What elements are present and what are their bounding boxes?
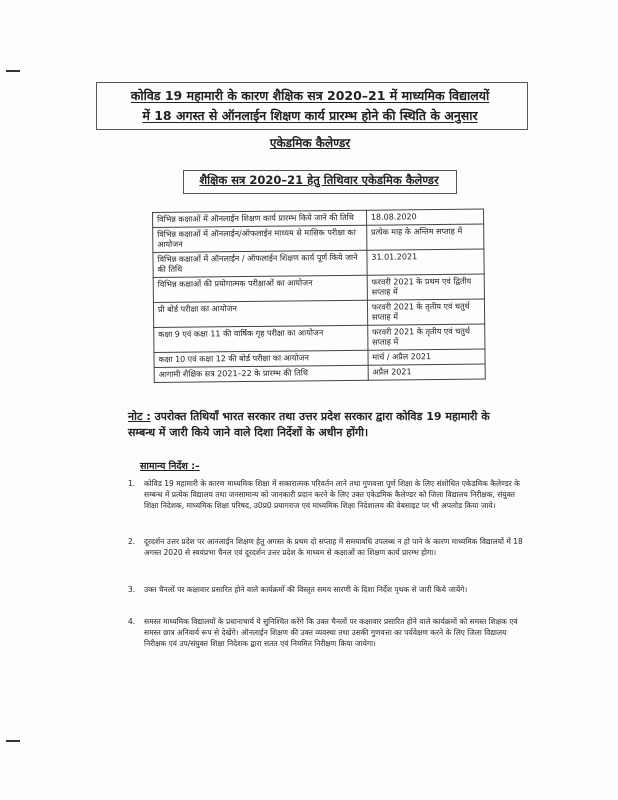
date-cell: 18.08.2020 [366, 209, 483, 225]
calendar-title: शैक्षिक सत्र 2020–21 हेतु तिथिवार एकेडमिक कैलेण्डर [199, 173, 439, 187]
general-instructions-heading: सामान्य निर्देश :– [140, 461, 200, 472]
instruction-number: 1. [128, 479, 136, 488]
activity-cell: विभिन्न कक्षाओं में ऑनलाईन/ऑफलाईन माध्यम से मासिक परीक्षा का आयोजन [153, 225, 367, 252]
instruction-item [128, 478, 523, 511]
date-cell: 31.01.2021 [367, 249, 484, 275]
scan-edge-mark [6, 70, 20, 72]
title-line-2: में 18 अगस्त से ऑनलाईन शिक्षण कार्य प्रारम्भ होने की स्थिति के अनुसार [142, 108, 478, 123]
instruction-number: 3. [128, 585, 136, 594]
date-cell: प्रत्येक माह के अन्तिम सप्ताह में [366, 224, 483, 250]
instruction-item [128, 616, 523, 649]
calendar-table [152, 209, 486, 383]
table-row [153, 249, 484, 277]
note-text: उपरोक्त तिथियाँ भारत सरकार तथा उत्तर प्रदेश सरकार द्वारा कोविड 19 महामारी के सम्बन्ध में जारी किये जाने वाले दिशा निर्देशों के अधीन होंगी। [128, 410, 490, 439]
instruction-item [128, 584, 523, 595]
table-row [154, 364, 485, 382]
activity-cell: विभिन्न कक्षाओं में ऑनलाईन / ऑफलाईन शिक्षण कार्य पूर्ण किये जाने की तिथि [153, 250, 367, 277]
activity-cell: विभिन्न कक्षाओं में ऑनलाईन शिक्षण कार्य प्रारम्भ किये जाने की तिथि [153, 210, 367, 227]
table-row [153, 274, 484, 302]
instruction-item [128, 536, 523, 558]
title-line-1: कोविड 19 महामारी के कारण शैक्षिक सत्र 2020–21 में माध्यमिक विद्यालयों [130, 88, 490, 103]
activity-cell: आगामी शैक्षिक सत्र 2021–22 के प्रारम्भ की तिथि [154, 365, 368, 382]
table-row [153, 224, 484, 252]
date-cell: अप्रैल 2021 [368, 364, 485, 380]
instruction-text: कोविड 19 महामारी के कारण माध्यमिक शिक्षा में सकारात्मक परिवर्तन लाने तथा गुणवत्ता पूर्ण शिक्षा के लिए संशोधित एकेडमिक कैलेण्डर के सम्बन्ध में प्रत्येक विद्यालय तथा जनसामान्य को जानकारी प्रदान करने के लिए उक्त एकेडमिक कैलेण्डर को जिला विद्यालय निरीक्षक, संयुक्त शिक्षा निदेशक, माध्यमिक शिक्षा परिषद, उ0प्र0 प्रयागराज एवं माध्यमिक शिक्षा निदेशालय की वेबसाइट पर भी अपलोड किया जाये। [144, 479, 520, 510]
date-cell: मार्च / अप्रैल 2021 [368, 349, 485, 365]
activity-cell: कक्षा 9 एवं कक्षा 11 की वार्षिक गृह परीक्षा का आयोजन [154, 325, 368, 352]
date-cell: फरवरी 2021 के प्रथम एवं द्वितीय सप्ताह में [367, 274, 484, 300]
instruction-number: 4. [128, 617, 136, 626]
date-cell: फरवरी 2021 के तृतीय एवं चतुर्थ सप्ताह में [367, 299, 484, 325]
instruction-text: उक्त चैनलों पर कक्षावार प्रसारित होने वाले कार्यक्रमों की विस्तृत समय सारणी के दिशा निर्देश पृथक से जारी किये जायेंगे। [144, 585, 468, 594]
note-label: नोट : [128, 410, 151, 423]
table-row [153, 299, 484, 327]
instruction-text: दूरदर्शन उत्तर प्रदेश पर आनलाईन शिक्षण हेतु अगस्त के प्रथम दो सप्ताह में समयावधि उपलब्ध न हो पाने के कारण माध्यमिक विद्यालयों में 18 अगस्त 2020 से स्वयंप्रभा चैनल एवं दूरदर्शन उत्तर प्रदेश के माध्यम से कक्षाओं का शिक्षण कार्य प्रारम्भ होगा। [144, 537, 523, 557]
date-cell: फरवरी 2021 के तृतीय एवं चतुर्थ सप्ताह में [368, 324, 485, 350]
activity-cell: विभिन्न कक्षाओं की प्रयोगात्मक परीक्षाओं का आयोजन [153, 275, 367, 302]
note-paragraph [128, 409, 518, 441]
academic-calendar-heading: एकेडमिक कैलेण्डर [269, 136, 351, 150]
activity-cell: प्री बोर्ड परीक्षा का आयोजन [153, 300, 367, 327]
scan-edge-mark [6, 740, 20, 742]
instruction-text: समस्त माध्यमिक विद्यालयों के प्रधानाचार्य ये सुनिश्चित करेंगे कि उक्त चैनलों पर कक्षावार प्रसारित होने वाले कार्यक्रमों को समस्त शिक्षक एवं समस्त छात्र अनिवार्य रूप से देखेंगे। ऑनलाईन शिक्षण की उक्त व्यवस्था तथा उसकी गुणवत्ता का पर्यवेक्षण करने के लिए जिला विद्यालय निरीक्षक एवं उप/संयुक्त शिक्षा निदेशक द्वारा सतत एवं नियमित निरीक्षण किया जायेगा। [144, 617, 518, 648]
activity-cell: कक्षा 10 एवं कक्षा 12 की बोर्ड परीक्षा का आयोजन [154, 350, 368, 367]
table-row [154, 324, 485, 352]
instruction-number: 2. [128, 537, 136, 546]
